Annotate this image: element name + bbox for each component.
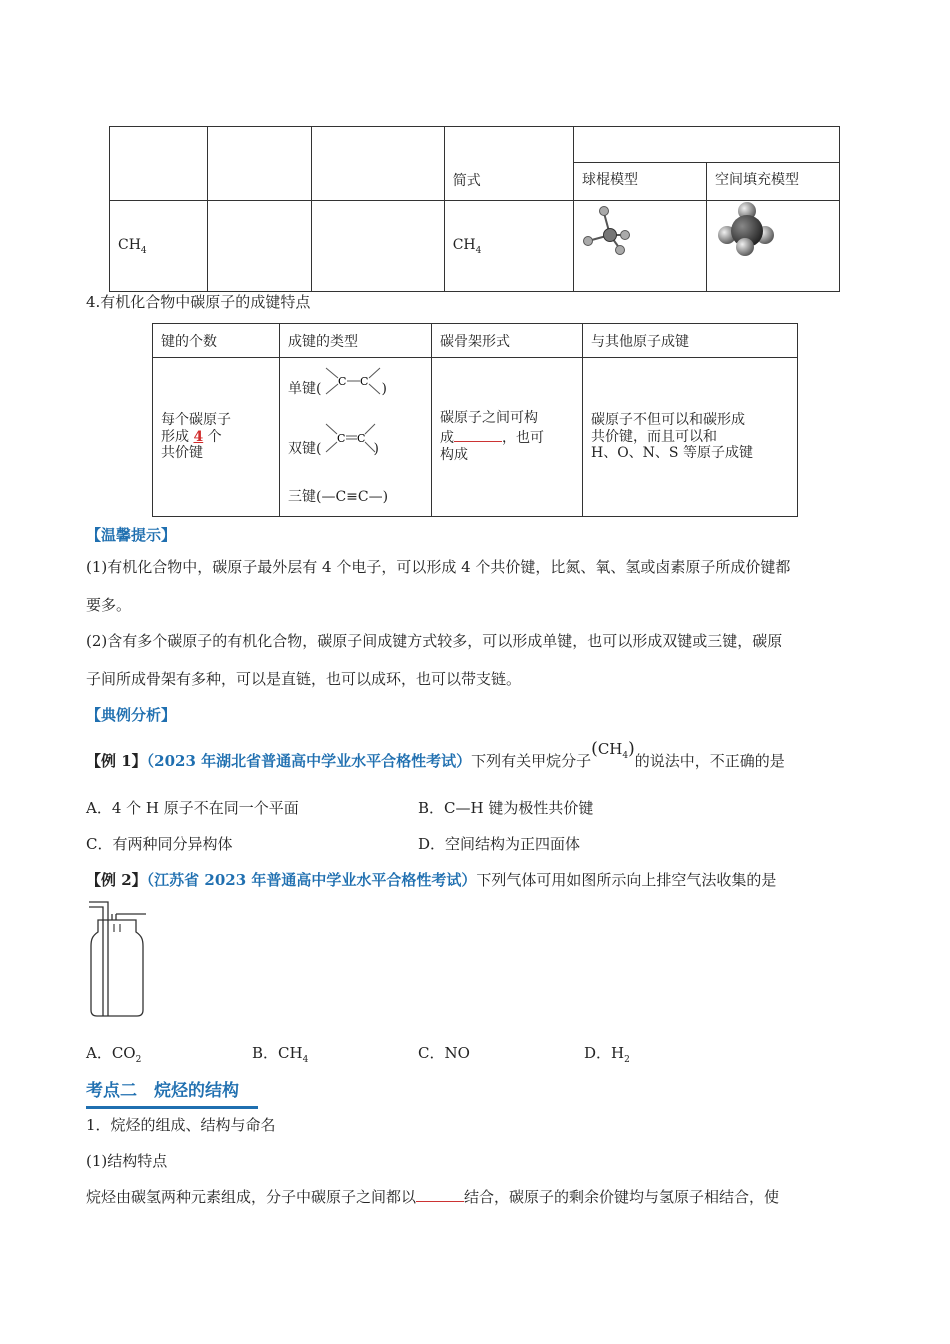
space-filling-model-image [707, 201, 839, 287]
header-bond-count: 键的个数 [153, 324, 280, 358]
space-fill-cell [707, 201, 840, 292]
section4-title: 4.有机化合物中碳原子的成键特点 [86, 293, 311, 311]
bond-type-cell [280, 358, 432, 517]
tip-title: 【温馨提示】 [86, 526, 177, 544]
header-other-atoms: 与其他原子成键 [583, 324, 798, 358]
gas-bottle-image [86, 898, 156, 1020]
c-atom: C [337, 432, 346, 445]
ex2-option-c[interactable]: C．NO [418, 1044, 470, 1062]
item1-1-title: (1)结构特点 [86, 1152, 168, 1170]
row-simple: $CH_4$ [444, 201, 573, 292]
header-space-fill: 空间填充模型 [707, 163, 840, 201]
tip2-line1: (2)含有多个碳原子的有机化合物，碳原子间成键方式较多，可以形成单键，也可以形成双键或三键，碳原 [86, 632, 783, 650]
example-title: 【典例分析】 [86, 706, 177, 724]
example2-question: 【例 2】（江苏省 2023 年普通高中学业水平合格性考试）下列气体可用如图所示向上排空气法收集的是 [86, 871, 777, 889]
molecule-table [109, 126, 840, 292]
section-underline [86, 1106, 258, 1109]
ex1-option-b[interactable]: B．C—H 键为极性共价键 [418, 799, 594, 817]
ex1-option-d[interactable]: D．空间结构为正四面体 [418, 835, 581, 853]
c-atom: C [357, 432, 366, 445]
tip2-line2: 子间所成骨架有多种，可以是直链，也可以成环，也可以带支链。 [86, 670, 522, 688]
header-skeleton: 碳骨架形式 [432, 324, 583, 358]
ball-stick-model-image [574, 201, 706, 287]
ex1-option-a[interactable]: A．4 个 H 原子不在同一个平面 [86, 799, 299, 817]
blank-bond[interactable] [416, 1187, 464, 1202]
triple-bond: 三键(—C≡C—) [288, 489, 389, 505]
ch4-formula: $CH_4$ [597, 740, 629, 761]
bonding-table [152, 323, 798, 517]
header-ball-stick: 球棍模型 [573, 163, 706, 201]
item1-title: 1．烷烃的组成、结构与命名 [86, 1116, 276, 1134]
tip1-line1: (1)有机化合物中，碳原子最外层有 4 个电子，可以形成 4 个共价键，比氮、氧、氢或卤素原子所成价键都 [86, 558, 791, 576]
header-bond-type: 成键的类型 [280, 324, 432, 358]
bond-count-cell: 每个碳原子 形成 4 个 共价键 [153, 358, 280, 517]
tip1-line2: 要多。 [86, 596, 132, 614]
header-simple: 简式 [444, 127, 573, 201]
single-bond: 单键( ) [288, 381, 387, 397]
other-atoms-cell: 碳原子不但可以和碳形成 共价键，而且可以和 H、O、N、S 等原子成键 [583, 358, 798, 517]
skeleton-cell: 碳原子之间可构 成 ，也可 构成 [432, 358, 583, 517]
ex2-option-b[interactable]: B．$CH_4$ [252, 1044, 309, 1065]
last-paragraph: 烷烃由碳氢两种元素组成，分子中碳原子之间都以 结合，碳原子的剩余价键均与氢原子相结合，使 [86, 1188, 780, 1206]
ex2-option-d[interactable]: D．$H_2$ [584, 1044, 630, 1065]
answer-4: 4 [193, 428, 204, 445]
row-formula: $CH_4$ [110, 201, 208, 292]
ex2-option-a[interactable]: A．$CO_2$ [86, 1044, 142, 1065]
ball-stick-cell [573, 201, 706, 292]
c-atom: C [360, 375, 369, 388]
example1-question: 【例 1】（2023 年湖北省普通高中学业水平合格性考试）下列有关甲烷分子$(CH_4)$的说法中，不正确的是 [86, 739, 785, 770]
section2-title: 考点二 烷烃的结构 [86, 1081, 239, 1101]
double-bond-structure [320, 420, 400, 460]
blank-skeleton[interactable] [454, 427, 502, 442]
c-atom: C [338, 375, 347, 388]
single-bond-structure [320, 366, 400, 406]
double-bond: 双键( ) [288, 441, 379, 457]
ex1-option-c[interactable]: C．有两种同分异构体 [86, 835, 233, 853]
